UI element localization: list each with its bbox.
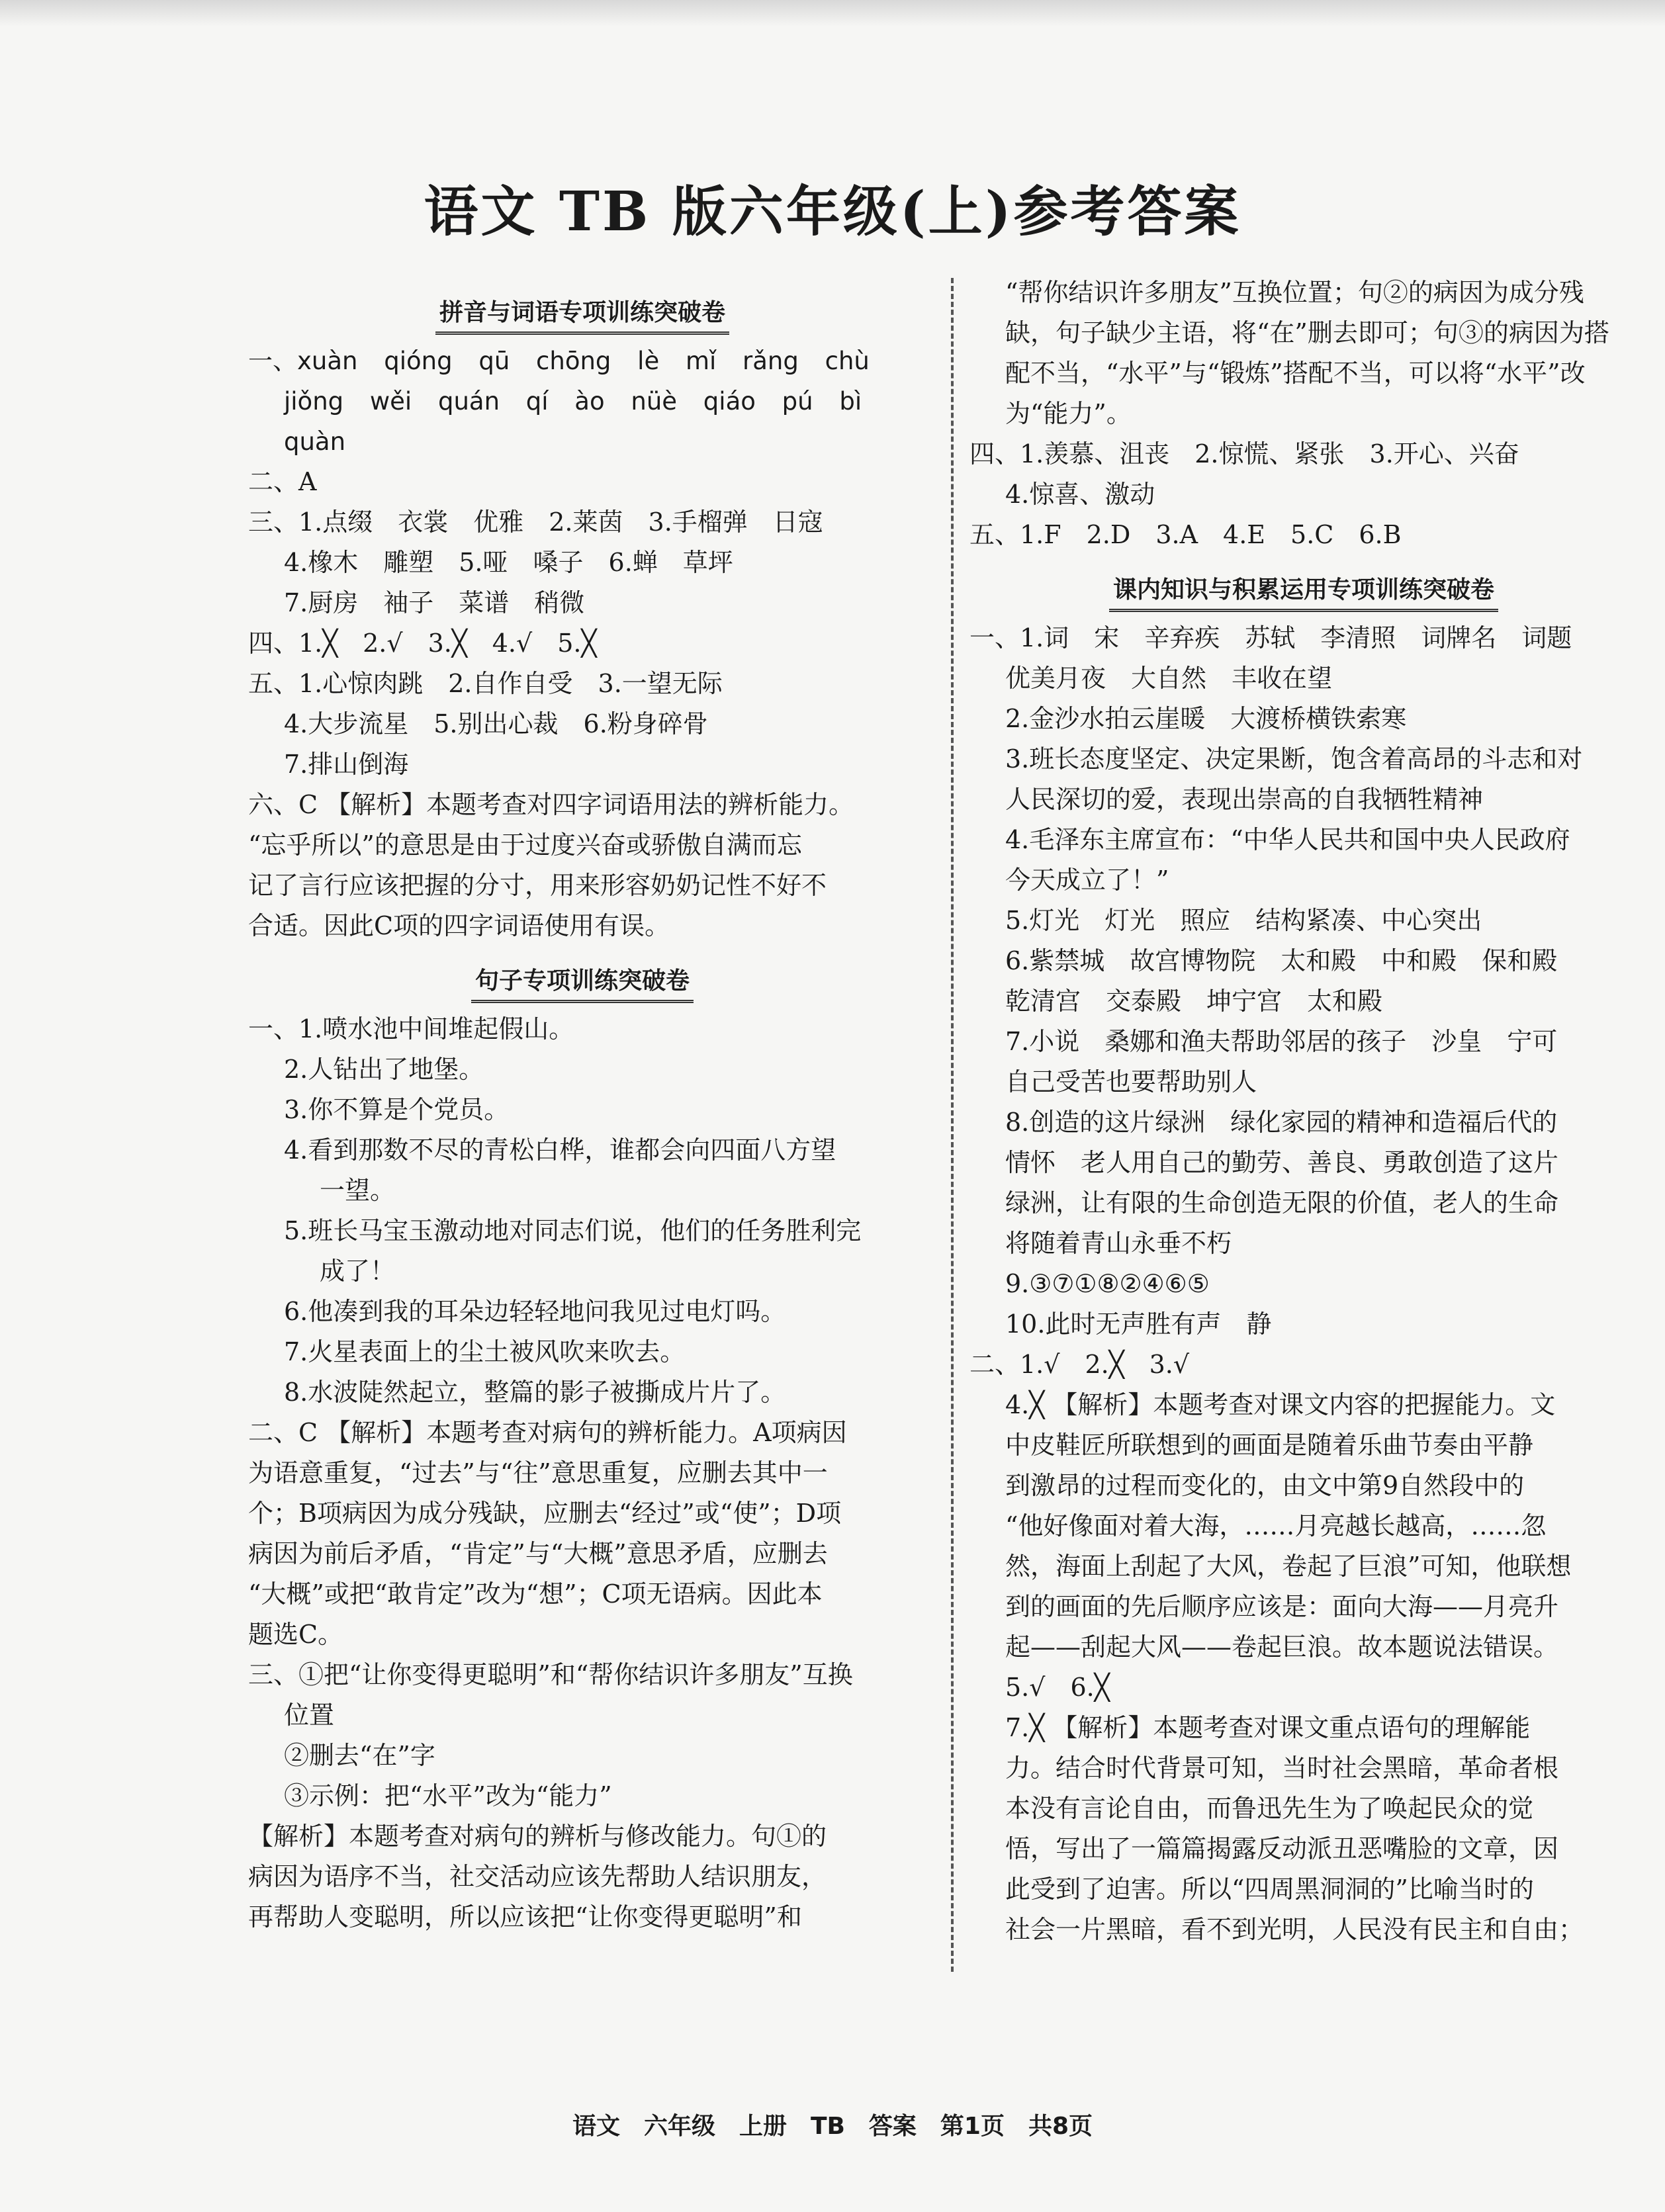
- answer-line: 4.看到那数不尽的青松白桦，谁都会向四面八方望: [284, 1135, 836, 1165]
- answer-line: 位置: [284, 1701, 335, 1730]
- answer-line: 力。结合时代背景可知，当时社会黑暗，革命者根: [1005, 1753, 1559, 1783]
- section-heading-text: 句子专项训练突破卷: [471, 967, 694, 1003]
- page-footer: 语文 六年级 上册 TB 答案 第1页 共8页: [572, 2113, 1093, 2140]
- answer-line: 社会一片黑暗，看不到光明，人民没有民主和自由；: [1005, 1915, 1584, 1944]
- answer-line: 然，海面上刮起了大风，卷起了巨浪”可知，他联想: [1005, 1552, 1572, 1581]
- answer-line: 缺，句子缺少主语，将“在”删去即可；句③的病因为搭: [1005, 318, 1609, 347]
- answer-line: 5.灯光 灯光 照应 结构紧凑、中心突出: [1005, 906, 1482, 935]
- answer-line: 一、1.词 宋 辛弃疾 苏轼 李清照 词牌名 词题: [969, 623, 1572, 652]
- section-heading-text: 拼音与词语专项训练突破卷: [435, 299, 729, 335]
- answer-line: 合适。因此C项的四字词语使用有误。: [248, 911, 670, 940]
- answer-line: 9.③⑦①⑧②④⑥⑤: [1005, 1269, 1210, 1298]
- answer-line: “帮你结识许多朋友”互换位置；句②的病因为成分残: [1005, 278, 1584, 307]
- answer-line: 7.小说 桑娜和渔夫帮助邻居的孩子 沙皇 宁可: [1005, 1027, 1558, 1056]
- answer-line: 5.√ 6.╳: [1005, 1673, 1110, 1702]
- answer-line: 悟，写出了一篇篇揭露反动派丑恶嘴脸的文章，因: [1005, 1834, 1559, 1863]
- answer-line: 三、1.点缀 衣裳 优雅 2.莱茵 3.手榴弹 日寇: [248, 508, 823, 537]
- answer-line: 三、①把“让你变得更聪明”和“帮你结识许多朋友”互换: [248, 1660, 853, 1689]
- section-heading: [248, 962, 917, 996]
- answer-line: 4.毛泽东主席宣布：“中华人民共和国中央人民政府: [1005, 825, 1570, 854]
- answer-line: 乾清宫 交泰殿 坤宁宫 太和殿: [1005, 987, 1383, 1016]
- column-divider: [951, 278, 954, 1972]
- answer-line: 个；B项病因为成分残缺，应删去“经过”或“使”；D项: [248, 1499, 842, 1528]
- answer-line: 起——刮起大风——卷起巨浪。故本题说法错误。: [1005, 1632, 1559, 1661]
- answer-line: 4.╳ 【解析】本题考查对课文内容的把握能力。文: [1005, 1390, 1556, 1419]
- answer-line: “他好像面对着大海，……月亮越长越高，……忽: [1005, 1511, 1547, 1540]
- answer-line: 二、C 【解析】本题考查对病句的辨析能力。A项病因: [248, 1418, 847, 1447]
- answer-line: 7.排山倒海: [284, 750, 409, 779]
- answer-line: 4.惊喜、激动: [1005, 480, 1155, 509]
- answer-line: 10.此时无声胜有声 静: [1005, 1309, 1272, 1339]
- answer-line: 一望。: [320, 1176, 396, 1205]
- answer-line: 二、A: [248, 467, 317, 496]
- answer-line: “大概”或把“敢肯定”改为“想”；C项无语病。因此本: [248, 1579, 823, 1609]
- answer-line: 6.他凑到我的耳朵边轻轻地问我见过电灯吗。: [284, 1297, 786, 1326]
- answer-line: 5.班长马宝玉激动地对同志们说，他们的任务胜利完: [284, 1216, 862, 1245]
- answer-line: 人民深切的爱，表现出崇高的自我牺牲精神: [1005, 785, 1484, 814]
- answer-line: 五、1.心惊肉跳 2.自作自受 3.一望无际: [248, 669, 723, 698]
- page-title: 语文 TB 版六年级(上)参考答案: [424, 180, 1241, 243]
- answer-line: 病因为前后矛盾，“肯定”与“大概”意思矛盾，应删去: [248, 1539, 828, 1568]
- answer-line: 8.水波陡然起立，整篇的影子被撕成片片了。: [284, 1378, 786, 1407]
- answer-line: 4.橡木 雕塑 5.哑 嗓子 6.蝉 草坪: [284, 548, 733, 577]
- answer-line: 绿洲，让有限的生命创造无限的价值，老人的生命: [1005, 1188, 1559, 1217]
- answer-line: 为“能力”。: [1005, 399, 1132, 428]
- answer-line: 成了！: [320, 1257, 396, 1286]
- answer-line: 记了言行应该把握的分寸，用来形容奶奶记性不好不: [248, 871, 827, 900]
- answer-line: 二、1.√ 2.╳ 3.√: [969, 1350, 1190, 1379]
- answer-line: 此受到了迫害。所以“四周黑洞洞的”比喻当时的: [1005, 1875, 1534, 1904]
- answer-line: 7.厨房 袖子 菜谱 稍微: [284, 588, 585, 617]
- section-heading-text: 课内知识与积累运用专项训练突破卷: [1109, 576, 1498, 612]
- answer-line: quàn: [284, 427, 346, 456]
- section-heading: [969, 571, 1638, 605]
- answer-line: 到的画面的先后顺序应该是：面向大海——月亮升: [1005, 1592, 1559, 1621]
- answer-line: 2.人钻出了地堡。: [284, 1055, 484, 1084]
- scan-top-band: [0, 0, 1665, 26]
- answer-line: 一、1.喷水池中间堆起假山。: [248, 1014, 574, 1043]
- answer-line: 情怀 老人用自己的勤劳、善良、勇敢创造了这片: [1005, 1148, 1559, 1177]
- answer-line: 五、1.F 2.D 3.A 4.E 5.C 6.B: [969, 520, 1402, 549]
- answer-line: ②删去“在”字: [284, 1741, 435, 1770]
- answer-line: 2.金沙水拍云崖暖 大渡桥横铁索寒: [1005, 704, 1407, 733]
- answer-line: 一、xuàn qióng qū chōng lè mǐ rǎng chù: [248, 347, 870, 375]
- answer-line: 四、1.羡慕、沮丧 2.惊慌、紧张 3.开心、兴奋: [969, 439, 1519, 468]
- section-heading: [248, 294, 917, 328]
- answer-line: “忘乎所以”的意思是由于过度兴奋或骄傲自满而忘: [248, 830, 802, 860]
- answer-line: ③示例：把“水平”改为“能力”: [284, 1781, 612, 1810]
- left-column: [248, 278, 917, 1937]
- answer-line: 为语意重复，“过去”与“往”意思重复，应删去其中一: [248, 1458, 828, 1487]
- answer-line: 题选C。: [248, 1620, 343, 1649]
- answer-line: 今天成立了！”: [1005, 865, 1169, 895]
- answer-line: 6.紫禁城 故宫博物院 太和殿 中和殿 保和殿: [1005, 946, 1558, 975]
- answer-line: 4.大步流星 5.别出心裁 6.粉身碎骨: [284, 709, 708, 738]
- answer-line: 优美月夜 大自然 丰收在望: [1005, 664, 1333, 693]
- answer-line: 六、C 【解析】本题考查对四字词语用法的辨析能力。: [248, 790, 854, 819]
- answer-line: 到激昂的过程而变化的，由文中第9自然段中的: [1005, 1471, 1525, 1500]
- answer-line: 自己受苦也要帮助别人: [1005, 1067, 1257, 1096]
- answer-line: 3.你不算是个党员。: [284, 1095, 510, 1124]
- answer-line: 配不当，“水平”与“锻炼”搭配不当，可以将“水平”改: [1005, 359, 1586, 388]
- answer-line: 四、1.╳ 2.√ 3.╳ 4.√ 5.╳: [248, 629, 597, 658]
- answer-line: 8.创造的这片绿洲 绿化家园的精神和造福后代的: [1005, 1108, 1558, 1137]
- answer-line: jiǒng wěi quán qí ào nüè qiáo pú bì: [284, 387, 862, 416]
- answer-line: 再帮助人变聪明，所以应该把“让你变得更聪明”和: [248, 1902, 802, 1931]
- answer-line: 3.班长态度坚定、决定果断，饱含着高昂的斗志和对: [1005, 744, 1583, 774]
- answer-line: 中皮鞋匠所联想到的画面是随着乐曲节奏由平静: [1005, 1431, 1534, 1460]
- answer-line: 【解析】本题考查对病句的辨析与修改能力。句①的: [248, 1822, 827, 1851]
- answer-line: 病因为语序不当，社交活动应该先帮助人结识朋友，: [248, 1862, 827, 1891]
- right-column: [969, 273, 1638, 1950]
- answer-line: 7.╳ 【解析】本题考查对课文重点语句的理解能: [1005, 1713, 1531, 1742]
- answer-line: 将随着青山永垂不朽: [1005, 1229, 1232, 1258]
- answer-line: 7.火星表面上的尘土被风吹来吹去。: [284, 1337, 686, 1366]
- answer-line: 本没有言论自由，而鲁迅先生为了唤起民众的觉: [1005, 1794, 1534, 1823]
